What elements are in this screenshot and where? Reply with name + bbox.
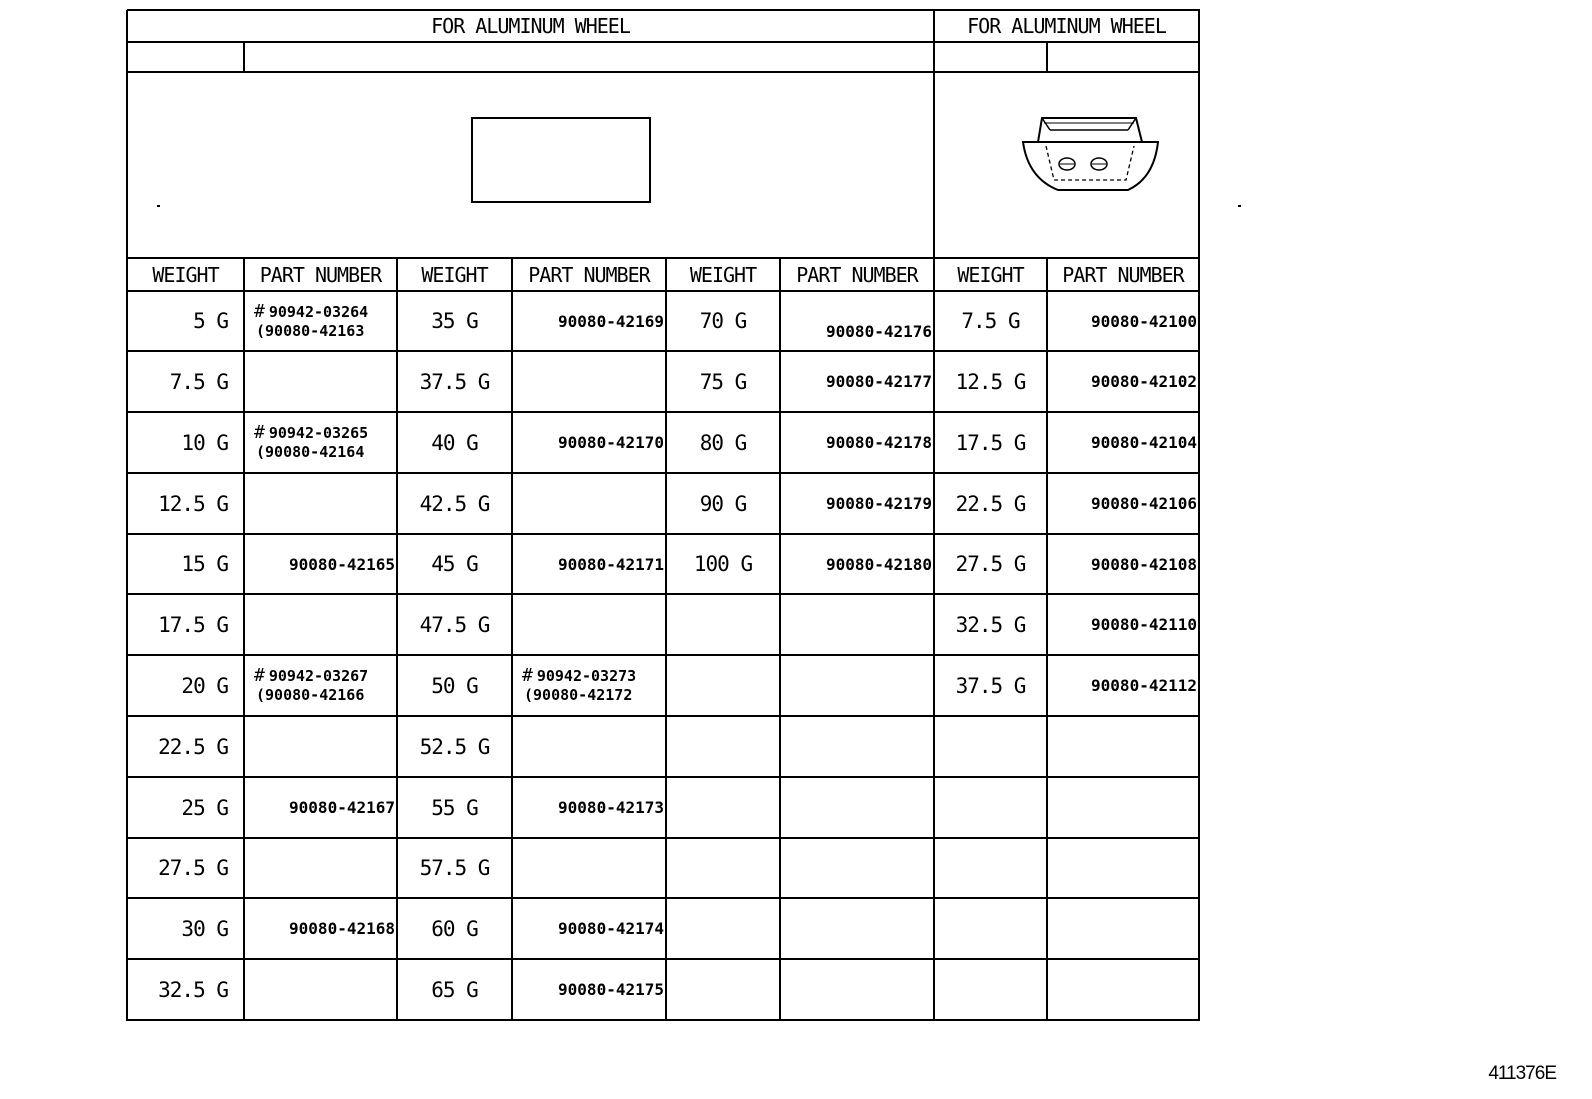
weight-cell: 30 G [181,916,228,941]
column-header: WEIGHT [957,262,1024,287]
weight-cell: 65 G [431,977,478,1002]
new-part-number: 90942-03265 [268,424,369,442]
part-number-cell: 90080-42170 [558,433,664,452]
weight-cell: 32.5 G [158,977,228,1002]
hash-mark: # [522,665,533,686]
superseded-part-number [254,423,368,443]
clip-weight-illustration [1018,110,1168,210]
weight-cell: 27.5 G [955,552,1026,576]
part-number-cell: 90080-42180 [826,554,932,574]
weight-cell: 12.5 G [955,369,1026,394]
column-header: WEIGHT [421,262,488,287]
old-part-number: (90080-42166 [256,686,365,704]
part-number-cell: 90080-42106 [1091,494,1197,513]
new-part-number: 90942-03264 [268,302,369,321]
column-header: PART NUMBER [1062,262,1184,287]
weight-cell: 40 G [431,430,478,455]
part-number-cell: 90080-42100 [1091,311,1197,331]
weight-cell: 75 G [699,369,747,394]
grid-line [1046,42,1048,72]
stray-mark [1238,205,1241,207]
weight-cell: 17.5 G [955,430,1026,455]
column-header: PART NUMBER [528,262,650,287]
weight-cell: 35 G [431,309,478,333]
part-number-cell: 90080-42112 [1091,676,1197,695]
weight-cell: 80 G [699,430,747,455]
hash-mark: # [254,300,265,322]
part-number-cell: 90080-42177 [826,372,932,391]
right-section-title: FOR ALUMINUM WHEEL [967,14,1166,38]
column-header: PART NUMBER [259,262,382,287]
part-number-cell: 90080-42178 [826,433,932,452]
figure-code: 411376E [1488,1063,1556,1084]
column-header: PART NUMBER [796,262,918,287]
flat-weight-illustration [470,116,654,206]
weight-cell: 12.5 G [158,491,228,516]
old-part-number: (90080-42163 [256,321,365,340]
superseded-part-number [254,666,368,686]
left-section-title: FOR ALUMINUM WHEEL [431,14,630,38]
old-part-number: (90080-42172 [524,686,633,704]
weight-cell: 57.5 G [419,856,490,880]
part-number-cell: 90080-42179 [826,494,932,513]
part-number-pair-cell [512,655,666,716]
weight-cell: 20 G [181,673,228,698]
weight-cell: 22.5 G [955,491,1026,516]
weight-cell: 42.5 G [419,491,490,516]
part-number-pair-cell [244,655,397,716]
weight-cell: 17.5 G [158,612,228,637]
weight-cell: 60 G [431,916,478,941]
weight-cell: 47.5 G [419,612,490,637]
weight-cell: 10 G [181,430,228,455]
weight-cell: 7.5 G [169,369,228,394]
superseded-part-number [522,666,636,686]
column-header: WEIGHT [689,262,757,287]
weight-cell: 5 G [193,309,228,333]
weight-cell: 15 G [181,552,228,576]
part-number-pair-cell [244,412,397,473]
part-number-cell: 90080-42176 [826,322,932,341]
part-number-cell: 90080-42102 [1091,372,1197,391]
weight-cell: 27.5 G [158,856,228,880]
hash-mark: # [254,422,265,443]
part-number-cell: 90080-42165 [289,554,395,574]
hash-mark: # [254,665,265,686]
weight-cell: 50 G [431,673,478,698]
new-part-number: 90942-03267 [268,667,369,685]
column-header: WEIGHT [152,262,219,287]
weight-cell: 7.5 G [961,309,1020,333]
old-part-number: (90080-42164 [256,443,365,461]
part-number-cell: 90080-42110 [1091,615,1197,634]
part-number-cell: 90080-42169 [558,311,664,331]
part-number-cell: 90080-42104 [1091,433,1197,452]
weight-cell: 37.5 G [419,369,490,394]
stray-mark [157,205,160,207]
part-number-cell: 90080-42108 [1091,554,1197,574]
part-number-cell: 90080-42168 [289,919,395,938]
weight-cell: 25 G [181,795,228,820]
weight-cell: 52.5 G [419,734,490,759]
weight-cell: 90 G [699,491,747,516]
weight-cell: 70 G [699,309,747,333]
part-number-pair-cell [244,291,397,351]
weight-cell: 55 G [431,795,478,820]
weight-cell: 45 G [431,552,478,576]
part-number-cell: 90080-42171 [558,554,664,574]
part-number-cell: 90080-42167 [289,798,395,817]
weight-cell: 32.5 G [955,612,1026,637]
weight-cell: 22.5 G [158,734,228,759]
part-number-cell: 90080-42174 [558,919,664,938]
grid-line [127,71,1199,73]
grid-line [243,42,245,72]
superseded-part-number [254,302,368,322]
weight-cell: 37.5 G [955,673,1026,698]
weight-cell: 100 G [693,552,753,576]
part-number-cell: 90080-42173 [558,798,664,817]
new-part-number: 90942-03273 [536,667,637,685]
part-number-cell: 90080-42175 [558,980,664,999]
